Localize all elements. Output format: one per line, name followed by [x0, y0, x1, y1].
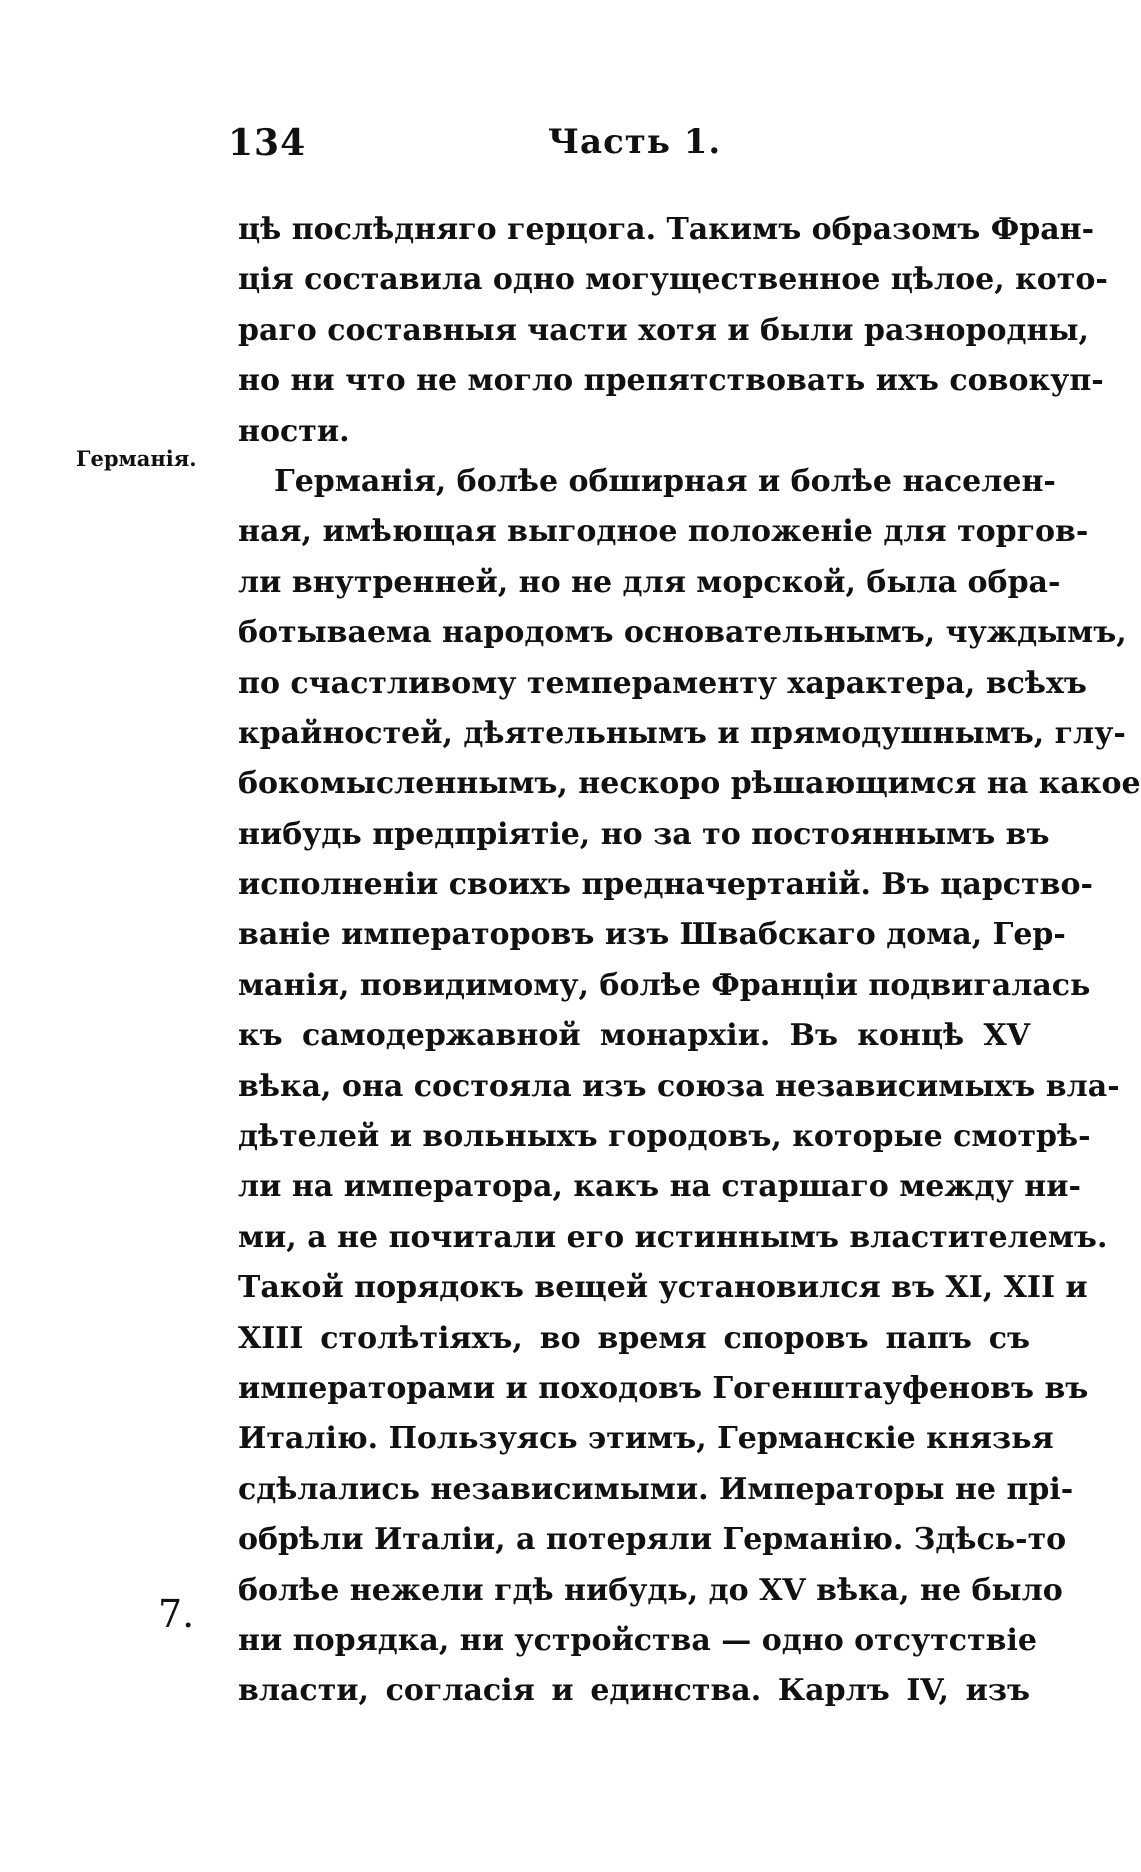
text-line: цѣ послѣдняго герцога. Такимъ образомъ Фран- [238, 212, 1095, 247]
text-line: по счастливому темпераменту характера, всѣхъ [238, 665, 1087, 701]
text-line: крайностей, дѣятельнымъ и прямодушнымъ, глу- [238, 715, 1126, 751]
text-line: раго составныя части хотя и были разнородны, [238, 312, 1089, 348]
text-line: болѣе нежели гдѣ нибудь, до XV вѣка, не было [238, 1572, 1063, 1608]
text-line: Италію. Пользуясь этимъ, Германскіе князья [238, 1421, 1054, 1457]
text-line: Такой порядокъ вещей установился въ XI, XII и [238, 1270, 1088, 1306]
body-text [238, 205, 1141, 1717]
text-line: ная, имѣющая выгодное положеніе для торгов- [238, 514, 1089, 550]
text-line: ція составила одно могущественное цѣлое, кото- [238, 262, 1108, 298]
text-line: манія, повидимому, болѣе Франціи подвигалась [238, 967, 1091, 1003]
text-line: ли внутренней, но не для морской, была обра- [238, 564, 1061, 600]
text-line: обрѣли Италіи, а потеряли Германію. Здѣсь-то [238, 1522, 1067, 1558]
text-line: исполненіи своихъ предначертаній. Въ царство- [238, 867, 1093, 903]
text-line: ботываема народомъ основательнымъ, чуждымъ, [238, 615, 1127, 651]
text-line: ности. [238, 413, 350, 449]
text-line: ни порядка, ни устройства — одно отсутствіе [238, 1622, 1037, 1658]
text-line: бокомысленнымъ, нескоро рѣшающимся на какое [238, 766, 1141, 802]
running-head: Часть 1. [548, 122, 722, 162]
text-line: дѣтелей и вольныхъ городовъ, которые смотрѣ- [238, 1119, 1091, 1155]
text-line: ли на императора, какъ на старшаго между ни- [238, 1169, 1081, 1205]
text-line: XIII столѣтіяхъ, во время споровъ папъ съ [238, 1320, 1030, 1356]
text-line: къ самодержавной монархіи. Въ концѣ XV [238, 1018, 1030, 1054]
text-line: власти, согласія и единства. Карлъ IV, изъ [238, 1673, 1030, 1709]
text-line: но ни что не могло препятствовать ихъ совокуп- [238, 363, 1104, 399]
signature-mark: 7. [158, 1592, 195, 1636]
text-line: сдѣлались независимыми. Императоры не прі- [238, 1471, 1074, 1507]
text-line: вѣка, она состояла изъ союза независимыхъ вла- [238, 1068, 1120, 1104]
page-number: 134 [228, 122, 307, 164]
margin-note: Германія. [76, 446, 197, 471]
text-line: императорами и походовъ Гогенштауфеновъ въ [238, 1370, 1089, 1406]
text-line: Германія, болѣе обширная и болѣе населен- [274, 463, 1056, 499]
text-line: ми, а не почитали его истиннымъ властителемъ. [238, 1219, 1108, 1255]
text-line: нибудь предпріятіе, но за то постояннымъ въ [238, 816, 1050, 852]
text-line: ваніе императоровъ изъ Швабскаго дома, Гер- [238, 917, 1066, 953]
